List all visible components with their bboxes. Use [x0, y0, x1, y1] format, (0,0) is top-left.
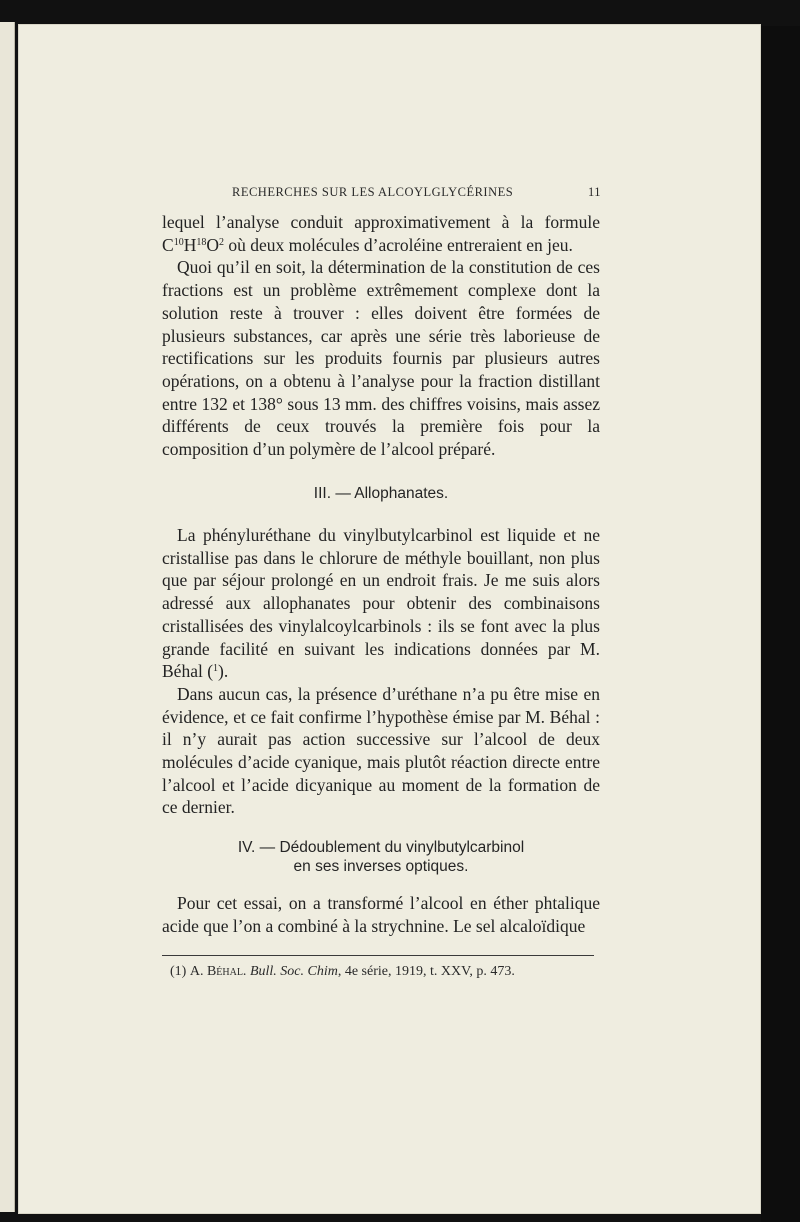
footnote-author: A. Béhal. [189, 964, 247, 979]
previous-page-edge [0, 22, 15, 1212]
page-number: 11 [588, 185, 602, 199]
text-run: H [183, 234, 197, 255]
footnote-rule [162, 955, 594, 956]
paragraph: Dans aucun cas, la présence d’uréthane n’a pu être mise en évidence, et ce fait confirme l’hypothèse émise par M. Béhal : il n’y aurait pas action successive sur l’alcool de deux molécules d’acide cyanique, mais plutôt réaction directe entre l’alcool et l’acide dicyanique au moment de la formation de ce dernier. [162, 683, 600, 818]
paragraph: Pour cet essai, on a transformé l’alcool en éther phtalique acide que l’on a combiné à la strychnine. Le sel alcaloïdique [162, 893, 600, 936]
heading-line: IV. — Dédoublement du vinylbutylcarbinol [237, 839, 525, 856]
paragraph [162, 524, 600, 683]
text-block-2 [162, 524, 600, 819]
superscript: 18 [196, 236, 207, 248]
superscript: 2 [218, 236, 224, 248]
paragraph [162, 211, 600, 256]
section-heading-dedoublement [162, 838, 600, 876]
heading-line: en ses inverses optiques. [293, 858, 469, 875]
superscript: 10 [173, 236, 184, 248]
paragraph: Quoi qu’il en soit, la détermination de la constitution de ces fractions est un problème extrêmement complexe dont la solution reste à trouver : elles doivent être formées de plusieurs substances, car après une série très laborieuse de rectifications sur les produits fournis par plusieurs autres opérations, on a obtenu à l’analyse pour la fraction distillant entre 132 et 138° sous 13 mm. des chiffres voisins, mais assez différents de ceux trouvés la première fois pour la composition d’un polymère de l’alcool préparé. [162, 257, 600, 460]
text-run: La phényluréthane du vinylbutylcarbinol est liquide et ne cristallise pas dans le chlorure de méthyle bouillant, non plus que par séjour prolongé en un endroit frais. Je me suis alors adressé aux allophanates pour obtenir des combinaisons cristallisées des vinylalcoylcarbinols : ils se font avec la plus grande facilité en suivant les indications données par M. Béhal ( [162, 525, 600, 682]
footnote-ref: 1 [213, 663, 219, 675]
running-title: RECHERCHES SUR LES ALCOYLGLYCÉRINES [232, 185, 514, 199]
text-run: O [206, 234, 219, 255]
text-block-1 [162, 211, 600, 461]
footnote-rest: , 4e série, 1919, t. XXV, p. 473. [337, 964, 515, 979]
text-run: où deux molécules d’acroléine entreraient en jeu. [223, 234, 573, 255]
footnote-marker: (1) [170, 964, 187, 979]
section-heading-allophanates: III. — Allophanates. [313, 485, 449, 502]
text-run: lequel l’analyse conduit approximativement à la formule C [162, 212, 600, 255]
text-run: ). [218, 661, 229, 682]
text-block-3 [162, 892, 600, 937]
footnote-journal: Bull. Soc. Chim [249, 964, 338, 979]
footnote [170, 964, 600, 980]
scan-border [761, 26, 800, 1222]
